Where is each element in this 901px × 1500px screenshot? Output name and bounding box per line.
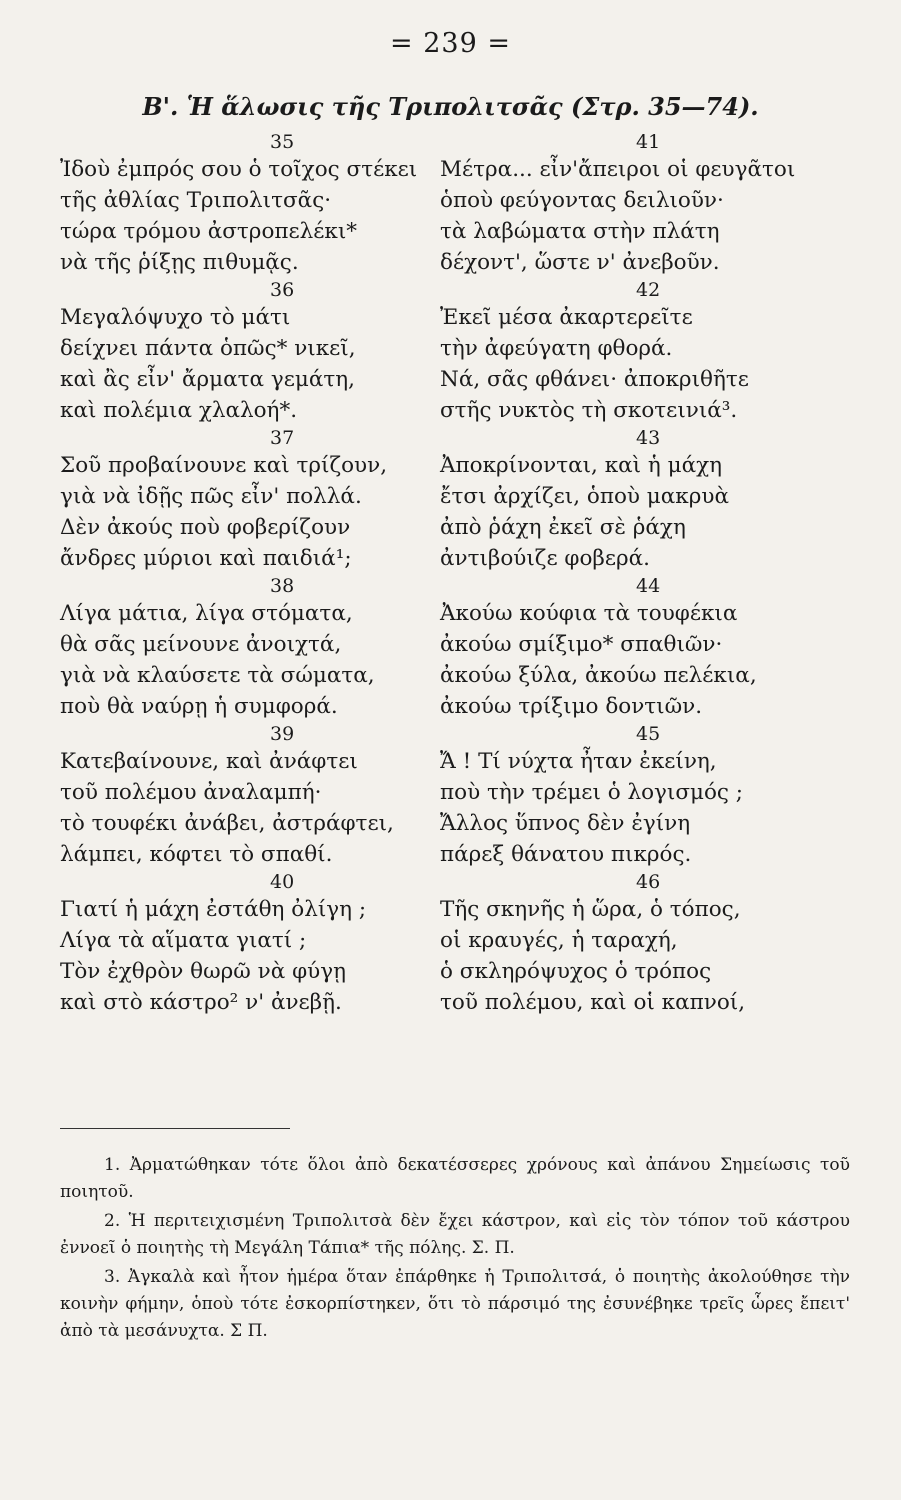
footnote: 2. Ἡ περιτειχισμένη Τριπολιτσὰ δὲν ἔχει κάστρον, καὶ εἰς τὸν τόπον τοῦ κάστρου ἐννοεῖ ὁ ποιητὴς τὴ Μεγάλη Τάπια* τῆς πόλης. Σ. Π. — [60, 1211, 850, 1258]
stanza-number: 40 — [270, 871, 295, 893]
stanza — [60, 574, 438, 722]
verse-line: καὶ ἂς εἶν' ἄρματα γεμάτη, — [60, 367, 355, 392]
verse-line: Ἄλλος ὕπνος δὲν ἐγίνη — [440, 811, 691, 836]
verse-line: ποὺ θὰ ναύρῃ ἡ συμφορά. — [60, 694, 338, 719]
stanza — [440, 130, 840, 278]
verse-line: δείχνει πάντα ὁπῶς* νικεῖ, — [60, 336, 356, 361]
stanza — [440, 574, 840, 722]
verse-line: καὶ στὸ κάστρο² ν' ἀνεβῇ. — [60, 990, 342, 1015]
verse-line: θὰ σᾶς μείνουνε ἀνοιχτά, — [60, 632, 342, 657]
stanza — [60, 278, 438, 426]
verse-line: τὸ τουφέκι ἀνάβει, ἀστράφτει, — [60, 811, 394, 836]
stanza — [60, 870, 438, 1018]
verse-line: ὁποὺ φεύγοντας δειλιοῦν· — [440, 188, 724, 213]
left-column — [60, 130, 438, 1018]
verse-line: ἄνδρες μύριοι καὶ παιδιά¹; — [60, 546, 352, 571]
stanza-number: 38 — [270, 575, 295, 597]
verse-line: Ἀποκρίνονται, καὶ ἡ μάχη — [440, 453, 723, 478]
stanza-number: 41 — [636, 131, 661, 153]
verse-line: Ἰδοὺ ἐμπρός σου ὁ τοῖχος στέκει — [60, 157, 418, 182]
stanza-number: 44 — [636, 575, 661, 597]
stanza — [60, 426, 438, 574]
verse-line: τὴν ἀφεύγατη φθορά. — [440, 336, 673, 361]
verse-line: Κατεβαίνουνε, καὶ ἀνάφτει — [60, 749, 358, 774]
verse-line: ἀπὸ ῥάχη ἐκεῖ σὲ ῥάχη — [440, 515, 686, 540]
verse-line: πάρεξ θάνατου πικρός. — [440, 842, 692, 867]
stanza-number: 37 — [270, 427, 295, 449]
verse-line: λάμπει, κόφτει τὸ σπαθί. — [60, 842, 333, 867]
verse-line: τῆς ἀθλίας Τριπολιτσᾶς· — [60, 188, 332, 213]
stanza-number: 35 — [270, 131, 295, 153]
verse-line: οἱ κραυγές, ἡ ταραχή, — [440, 928, 678, 953]
stanza — [440, 870, 840, 1018]
verse-line: τοῦ πολέμου, καὶ οἱ καπνοί, — [440, 990, 746, 1015]
footnote: 3. Ἀγκαλὰ καὶ ἦτον ἡμέρα ὅταν ἐπάρθηκε ἡ Τριπολιτσά, ὁ ποιητὴς ἀκολούθησε τὴν κοινὴν φήμην, ὁποὺ τότε ἐσκορπίστηκεν, ὅτι τὸ πάρσιμό της ἐσυνέβηκε τρεῖς ὧρες ἔπειτ' ἀπὸ τὰ μεσάνυχτα. Σ Π. — [60, 1267, 850, 1341]
verse-line: Τῆς σκηνῆς ἡ ὥρα, ὁ τόπος, — [440, 897, 741, 922]
verse-line: ἀκούω ξύλα, ἀκούω πελέκια, — [440, 663, 757, 688]
page-number: = 239 = — [390, 28, 511, 59]
footnote-divider — [60, 1128, 290, 1129]
stanza-number: 43 — [636, 427, 661, 449]
verse-line: Μεγαλόψυχο τὸ μάτι — [60, 305, 291, 330]
stanza-number: 36 — [270, 279, 295, 301]
stanza-number: 45 — [636, 723, 661, 745]
verse-line: Γιατί ἡ μάχη ἐστάθη ὀλίγη ; — [60, 897, 367, 922]
verse-line: τὰ λαβώματα στὴν πλάτη — [440, 219, 720, 244]
verse-line: Ἄ ! Τί νύχτα ἦταν ἐκείνη, — [440, 749, 717, 774]
verse-line: Νά, σᾶς φθάνει· ἀποκριθῆτε — [440, 367, 749, 392]
verse-line: γιὰ νὰ ἰδῇς πῶς εἶν' πολλά. — [60, 484, 362, 509]
verse-line: ὁ σκληρόψυχος ὁ τρόπος — [440, 959, 712, 984]
stanza — [440, 722, 840, 870]
verse-line: Μέτρα... εἶν'ἄπειροι οἱ φευγᾶτοι — [440, 157, 796, 182]
stanza-number: 42 — [636, 279, 661, 301]
footnote: 1. Ἀρματώθηκαν τότε ὅλοι ἀπὸ δεκατέσσερες χρόνους καὶ ἀπάνου Σημείωσις τοῦ ποιητοῦ. — [60, 1155, 850, 1202]
verse-line: Λίγα μάτια, λίγα στόματα, — [60, 601, 353, 626]
stanza — [440, 278, 840, 426]
verse-line: ἀντιβούιζε φοβερά. — [440, 546, 650, 571]
verse-line: τοῦ πολέμου ἀναλαμπή· — [60, 780, 322, 805]
verse-line: Τὸν ἐχθρὸν θωρῶ νὰ φύγῃ — [60, 959, 346, 984]
verse-line: Ἐκεῖ μέσα ἀκαρτερεῖτε — [440, 305, 693, 330]
footnotes — [60, 1152, 850, 1347]
verse-line: Δὲν ἀκούς ποὺ φοβερίζουν — [60, 515, 351, 540]
verse-line: ἀκούω τρίξιμο δοντιῶν. — [440, 694, 703, 719]
verse-line: καὶ πολέμια χλαλοή*. — [60, 398, 298, 423]
right-column — [440, 130, 840, 1018]
verse-line: γιὰ νὰ κλαύσετε τὰ σώματα, — [60, 663, 375, 688]
verse-line: νὰ τῆς ῥίξῃς πιθυμᾷς. — [60, 250, 299, 275]
verse-line: Λίγα τὰ αἵματα γιατί ; — [60, 928, 307, 953]
stanza-number: 39 — [270, 723, 295, 745]
stanza — [60, 722, 438, 870]
section-title: Β'. Ἡ ἅλωσις τῆς Τριπολιτσᾶς (Στρ. 35—74). — [142, 92, 759, 121]
verse-line: δέχοντ', ὥστε ν' ἀνεβοῦν. — [440, 250, 720, 275]
verse-line: Σοῦ προβαίνουνε καὶ τρίζουν, — [60, 453, 388, 478]
verse-line: ποὺ τὴν τρέμει ὁ λογισμός ; — [440, 780, 744, 805]
verse-line: ἔτσι ἀρχίζει, ὁποὺ μακρυὰ — [440, 484, 729, 509]
verse-line: στῆς νυκτὸς τὴ σκοτεινιά³. — [440, 398, 738, 423]
stanza — [440, 426, 840, 574]
stanza-number: 46 — [636, 871, 661, 893]
verse-line: τώρα τρόμου ἀστροπελέκι* — [60, 219, 358, 244]
verse-line: ἀκούω σμίξιμο* σπαθιῶν· — [440, 632, 723, 657]
stanza — [60, 130, 438, 278]
verse-line: Ἀκούω κούφια τὰ τουφέκια — [440, 601, 738, 626]
